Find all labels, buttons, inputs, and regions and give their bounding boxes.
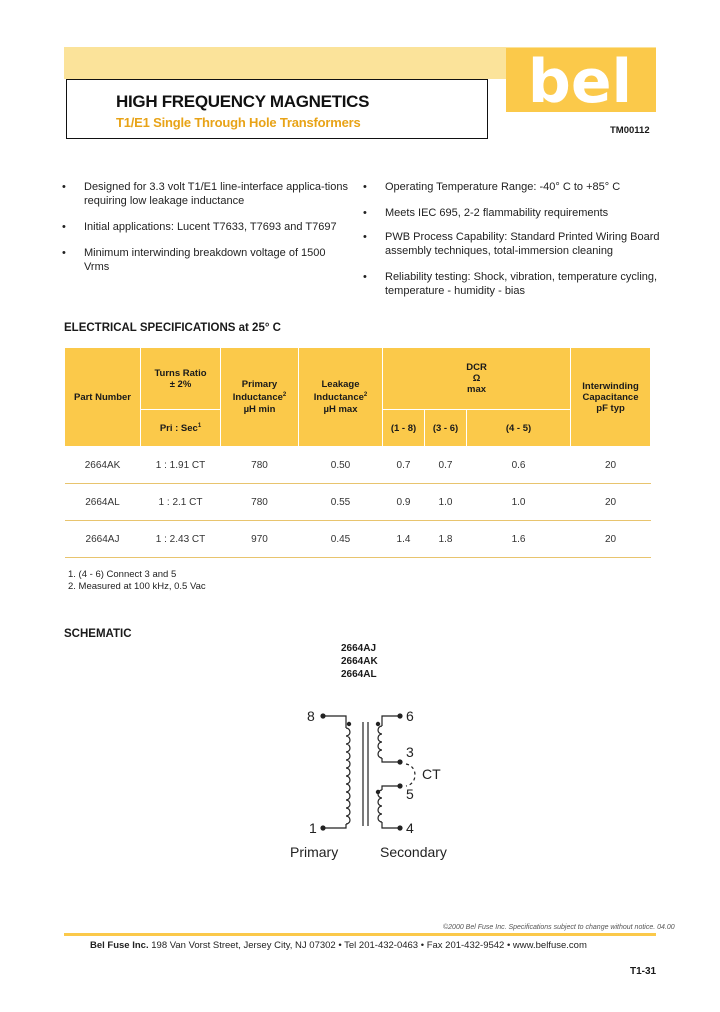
capacitance-unit: pF typ — [596, 402, 625, 414]
doc-code: TM00112 — [610, 125, 650, 136]
col-dcr-3-6: (3 - 6) — [425, 410, 467, 447]
secondary-bottom-lead — [382, 822, 400, 828]
cell-dcr-1-8: 1.4 — [383, 521, 425, 558]
cell-capacitance: 20 — [571, 521, 651, 558]
primary-unit: µH min — [243, 403, 276, 415]
dcr-label: DCR — [466, 362, 487, 373]
pin-5-label: 5 — [406, 786, 414, 802]
cell-dcr-3-6: 0.7 — [425, 447, 467, 484]
cell-primary: 780 — [221, 484, 299, 521]
leakage-inductance-label: Inductance — [313, 392, 364, 404]
cell-part: 2664AJ — [65, 521, 141, 558]
footnote-mark: 2 — [363, 392, 368, 399]
col-dcr — [383, 348, 571, 410]
primary-bottom-lead — [323, 824, 346, 828]
cell-leakage: 0.50 — [299, 447, 383, 484]
col-dcr-4-5: (4 - 5) — [467, 410, 571, 447]
feature-item: • Initial applications: Lucent T7633, T7693 and T7697 — [62, 220, 352, 234]
cell-dcr-1-8: 0.7 — [383, 447, 425, 484]
page-title: HIGH FREQUENCY MAGNETICS — [116, 92, 370, 111]
turns-ratio-tolerance: ± 2% — [169, 378, 192, 390]
cell-capacitance: 20 — [571, 447, 651, 484]
feature-item: • Meets IEC 695, 2-2 flammability requirements — [363, 206, 663, 220]
cell-dcr-4-5: 1.0 — [467, 484, 571, 521]
col-pri-sec — [141, 410, 221, 447]
pin-6-dot — [397, 713, 402, 718]
pin-3-label: 3 — [406, 744, 414, 760]
footnote-mark: 2 — [282, 392, 287, 399]
pin-4-dot — [397, 825, 402, 830]
cell-leakage: 0.45 — [299, 521, 383, 558]
page-number: T1-31 — [630, 966, 657, 977]
feature-list-right — [363, 180, 663, 298]
cell-part: 2664AL — [65, 484, 141, 521]
primary-dot — [347, 722, 351, 726]
feature-list-left — [62, 180, 352, 274]
cell-capacitance: 20 — [571, 484, 651, 521]
primary-winding — [346, 728, 350, 824]
secondary-lower-winding — [378, 790, 382, 822]
primary-top-lead — [323, 716, 346, 728]
secondary-upper-end — [382, 758, 400, 762]
cell-primary: 970 — [221, 521, 299, 558]
pin-6-label: 6 — [406, 708, 414, 724]
table-row — [65, 447, 651, 484]
footnote-item: 1. (4 - 6) Connect 3 and 5 — [68, 569, 177, 580]
model-number: 2664AJ — [341, 643, 377, 654]
cell-primary: 780 — [221, 447, 299, 484]
turns-ratio-label: Turns Ratio — [154, 367, 207, 379]
pin-1-label: 1 — [309, 820, 317, 836]
feature-item: • Designed for 3.3 volt T1/E1 line-interface applica-tions requiring low leakage inductance — [62, 180, 352, 208]
pin-1-dot — [320, 825, 325, 830]
cell-dcr-1-8: 0.9 — [383, 484, 425, 521]
col-interwinding-capacitance — [571, 348, 651, 447]
footnote-mark: 1 — [197, 423, 202, 430]
feature-item: • Minimum interwinding breakdown voltage of 1500 Vrms — [62, 246, 352, 274]
secondary-lower-dot — [376, 790, 380, 794]
schematic-model-list — [341, 642, 378, 681]
col-dcr-1-8: (1 - 8) — [383, 410, 425, 447]
copyright-note: ©2000 Bel Fuse Inc. Specifications subject to change without notice. 04.00 — [443, 924, 675, 931]
company-name: Bel Fuse Inc. — [90, 940, 149, 951]
logo-text: bel — [527, 47, 633, 117]
ct-label: CT — [422, 766, 441, 782]
cell-dcr-3-6: 1.0 — [425, 484, 467, 521]
footer-divider — [64, 933, 656, 936]
leakage-label: Leakage — [321, 379, 360, 391]
cell-dcr-4-5: 0.6 — [467, 447, 571, 484]
company-address: 198 Van Vorst Street, Jersey City, NJ 07302 • Tel 201-432-0463 • Fax 201-432-9542 • www.belfuse.com — [148, 940, 587, 951]
schematic-heading: SCHEMATIC — [64, 628, 132, 640]
capacitance-label: Capacitance — [582, 391, 639, 403]
table-footnotes — [68, 569, 206, 593]
page-subtitle: T1/E1 Single Through Hole Transformers — [116, 115, 361, 130]
cell-leakage: 0.55 — [299, 484, 383, 521]
col-leakage-inductance — [299, 348, 383, 447]
feature-item: • Operating Temperature Range: -40° C to +85° C — [363, 180, 663, 194]
footnote-item: 2. Measured at 100 kHz, 0.5 Vac — [68, 581, 206, 592]
footer-contact — [90, 940, 587, 951]
cell-ratio: 1 : 2.1 CT — [141, 484, 221, 521]
col-part-number: Part Number — [65, 348, 141, 447]
primary-inductance-label: Inductance — [232, 392, 283, 404]
primary-label: Primary — [241, 379, 278, 391]
feature-item: • PWB Process Capability: Standard Printed Wiring Board assembly techniques, total-immersion cleaning — [363, 230, 663, 258]
pin-8-label: 8 — [307, 708, 315, 724]
secondary-lower-start — [382, 786, 400, 790]
feature-item: • Reliability testing: Shock, vibration, temperature cycling, temperature - humidity - bias — [363, 270, 663, 298]
cell-ratio: 1 : 2.43 CT — [141, 521, 221, 558]
secondary-label: Secondary — [380, 844, 447, 860]
primary-label: Primary — [290, 844, 339, 860]
secondary-top-lead — [382, 716, 400, 726]
leakage-unit: µH max — [323, 403, 358, 415]
ohm-symbol: Ω — [472, 373, 481, 384]
model-number: 2664AL — [341, 669, 377, 680]
cell-part: 2664AK — [65, 447, 141, 484]
transformer-schematic — [280, 700, 470, 868]
table-row — [65, 484, 651, 521]
model-number: 2664AK — [341, 656, 378, 667]
bel-logo — [500, 42, 656, 118]
cell-dcr-4-5: 1.6 — [467, 521, 571, 558]
dcr-max-label: max — [467, 384, 487, 395]
cell-ratio: 1 : 1.91 CT — [141, 447, 221, 484]
pin-4-label: 4 — [406, 820, 414, 836]
secondary-upper-winding — [378, 726, 382, 758]
pri-sec-label: Pri : Sec — [159, 423, 198, 435]
col-turns-ratio — [141, 348, 221, 410]
col-primary-inductance — [221, 348, 299, 447]
cell-dcr-3-6: 1.8 — [425, 521, 467, 558]
pin-5-dot — [397, 783, 402, 788]
table-row — [65, 521, 651, 558]
electrical-spec-table — [64, 347, 651, 558]
pin-3-dot — [397, 759, 402, 764]
ct-jumper — [406, 764, 415, 786]
interwinding-label: Interwinding — [582, 380, 639, 392]
electrical-spec-heading: ELECTRICAL SPECIFICATIONS at 25° C — [64, 322, 281, 334]
secondary-dot — [376, 722, 380, 726]
pin-8-dot — [320, 713, 325, 718]
